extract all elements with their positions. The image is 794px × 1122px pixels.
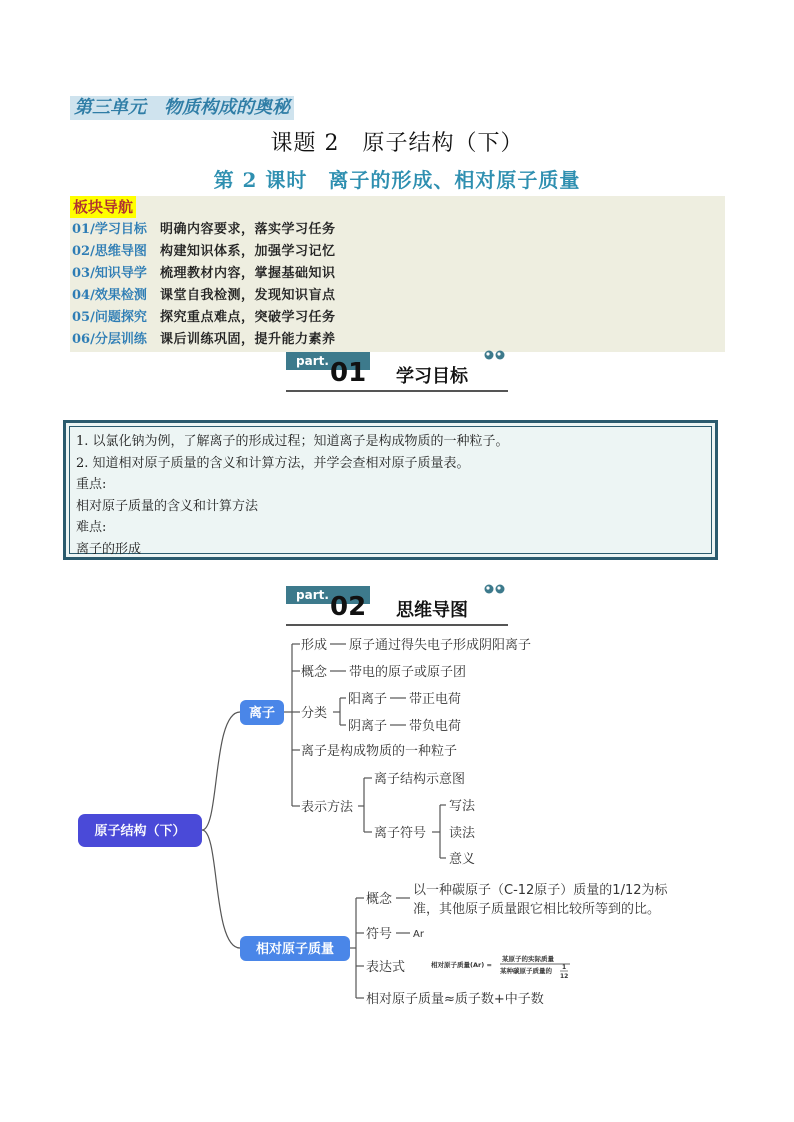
nav-item-desc: 梳理教材内容，掌握基础知识: [160, 266, 336, 281]
concept-label: 概念: [301, 665, 328, 680]
cation-label: 阳离子: [348, 692, 388, 707]
mass-symbol-label: 符号: [366, 927, 393, 942]
part-number: 02: [330, 592, 367, 622]
nav-item-code: 04/效果检测: [72, 288, 147, 303]
goal-line: 2. 知道相对原子质量的含义和计算方法，并学会查相对原子质量表。: [76, 455, 470, 471]
nav-item-desc: 构建知识体系，加强学习记忆: [160, 244, 336, 259]
nav-item-desc: 课后训练巩固，提升能力素养: [160, 332, 336, 347]
part-label: 思维导图: [396, 600, 468, 621]
nav-item-code: 05/问题探究: [72, 310, 147, 325]
unit-title: 第三单元 物质构成的奥秘: [70, 96, 294, 120]
difficulty-heading: 难点:: [76, 520, 107, 535]
constituent-text: 离子是构成物质的一种粒子: [301, 744, 458, 759]
goal-line: 1. 以氯化钠为例，了解离子的形成过程；知道离子是构成物质的一种粒子。: [76, 434, 509, 449]
classification-label: 分类: [301, 706, 328, 721]
nav-item-code: 01/学习目标: [72, 222, 147, 237]
writing-text: 写法: [449, 799, 476, 814]
mass-symbol-text: Ar: [413, 929, 424, 940]
ion-symbol-label: 离子符号: [374, 826, 427, 841]
mass-concept-line2: 准，其他原子质量跟它相比较所等到的比。: [413, 902, 661, 917]
period-title: 第 2 课时 离子的形成、相对原子质量: [213, 168, 581, 192]
mass-formula: [431, 954, 570, 980]
formula-left: 相对原子质量(Ar) =: [431, 961, 492, 969]
fraction-small-den: 12: [560, 973, 569, 980]
anion-label: 阴离子: [348, 719, 388, 734]
formula-denominator: 某种碳原子质量的: [500, 967, 552, 975]
mass-concept-label: 概念: [366, 892, 393, 907]
expression-label: 表达式: [366, 960, 406, 975]
key-point-heading: 重点:: [76, 477, 107, 492]
part-tag: part.: [286, 586, 370, 604]
nav-item-code: 06/分层训练: [72, 332, 147, 347]
formation-text: 原子通过得失电子形成阴阳离子: [349, 638, 532, 653]
ion-node-label: 离子: [248, 706, 276, 721]
representation-label: 表示方法: [301, 800, 354, 815]
reading-text: 读法: [449, 826, 476, 841]
nav-item-desc: 明确内容要求，落实学习任务: [160, 222, 336, 237]
nav-item-desc: 探究重点难点，突破学习任务: [160, 310, 336, 325]
root-node-label: 原子结构（下）: [94, 824, 186, 839]
nav-item-desc: 课堂自我检测，发现知识盲点: [160, 288, 336, 303]
part-label: 学习目标: [396, 366, 468, 387]
fraction-small-num: 1: [562, 964, 567, 971]
part-tag: part.: [286, 352, 370, 370]
concept-text: 带电的原子或原子团: [349, 665, 467, 680]
meaning-text: 意义: [449, 852, 476, 867]
cation-text: 带正电荷: [409, 692, 462, 707]
key-point-text: 相对原子质量的含义和计算方法: [76, 498, 259, 514]
relative-atomic-mass-node-label: 相对原子质量: [255, 942, 335, 957]
formation-label: 形成: [301, 638, 328, 653]
ion-diagram-text: 离子结构示意图: [374, 772, 466, 787]
lesson-title: 课题 2 原子结构（下）: [270, 131, 524, 156]
part-number: 01: [330, 358, 367, 388]
mass-relation-text: 相对原子质量≈质子数+中子数: [366, 992, 544, 1007]
mass-concept-line1: 以一种碳原子（C-12原子）质量的1/12为标: [413, 883, 668, 898]
formula-numerator: 某原子的实际质量: [502, 955, 554, 963]
nav-item-code: 02/思维导图: [72, 244, 147, 259]
difficulty-text: 离子的形成: [76, 541, 142, 557]
anion-text: 带负电荷: [409, 719, 462, 734]
nav-item-code: 03/知识导学: [72, 266, 147, 281]
navigation-heading: 板块导航: [70, 196, 136, 218]
